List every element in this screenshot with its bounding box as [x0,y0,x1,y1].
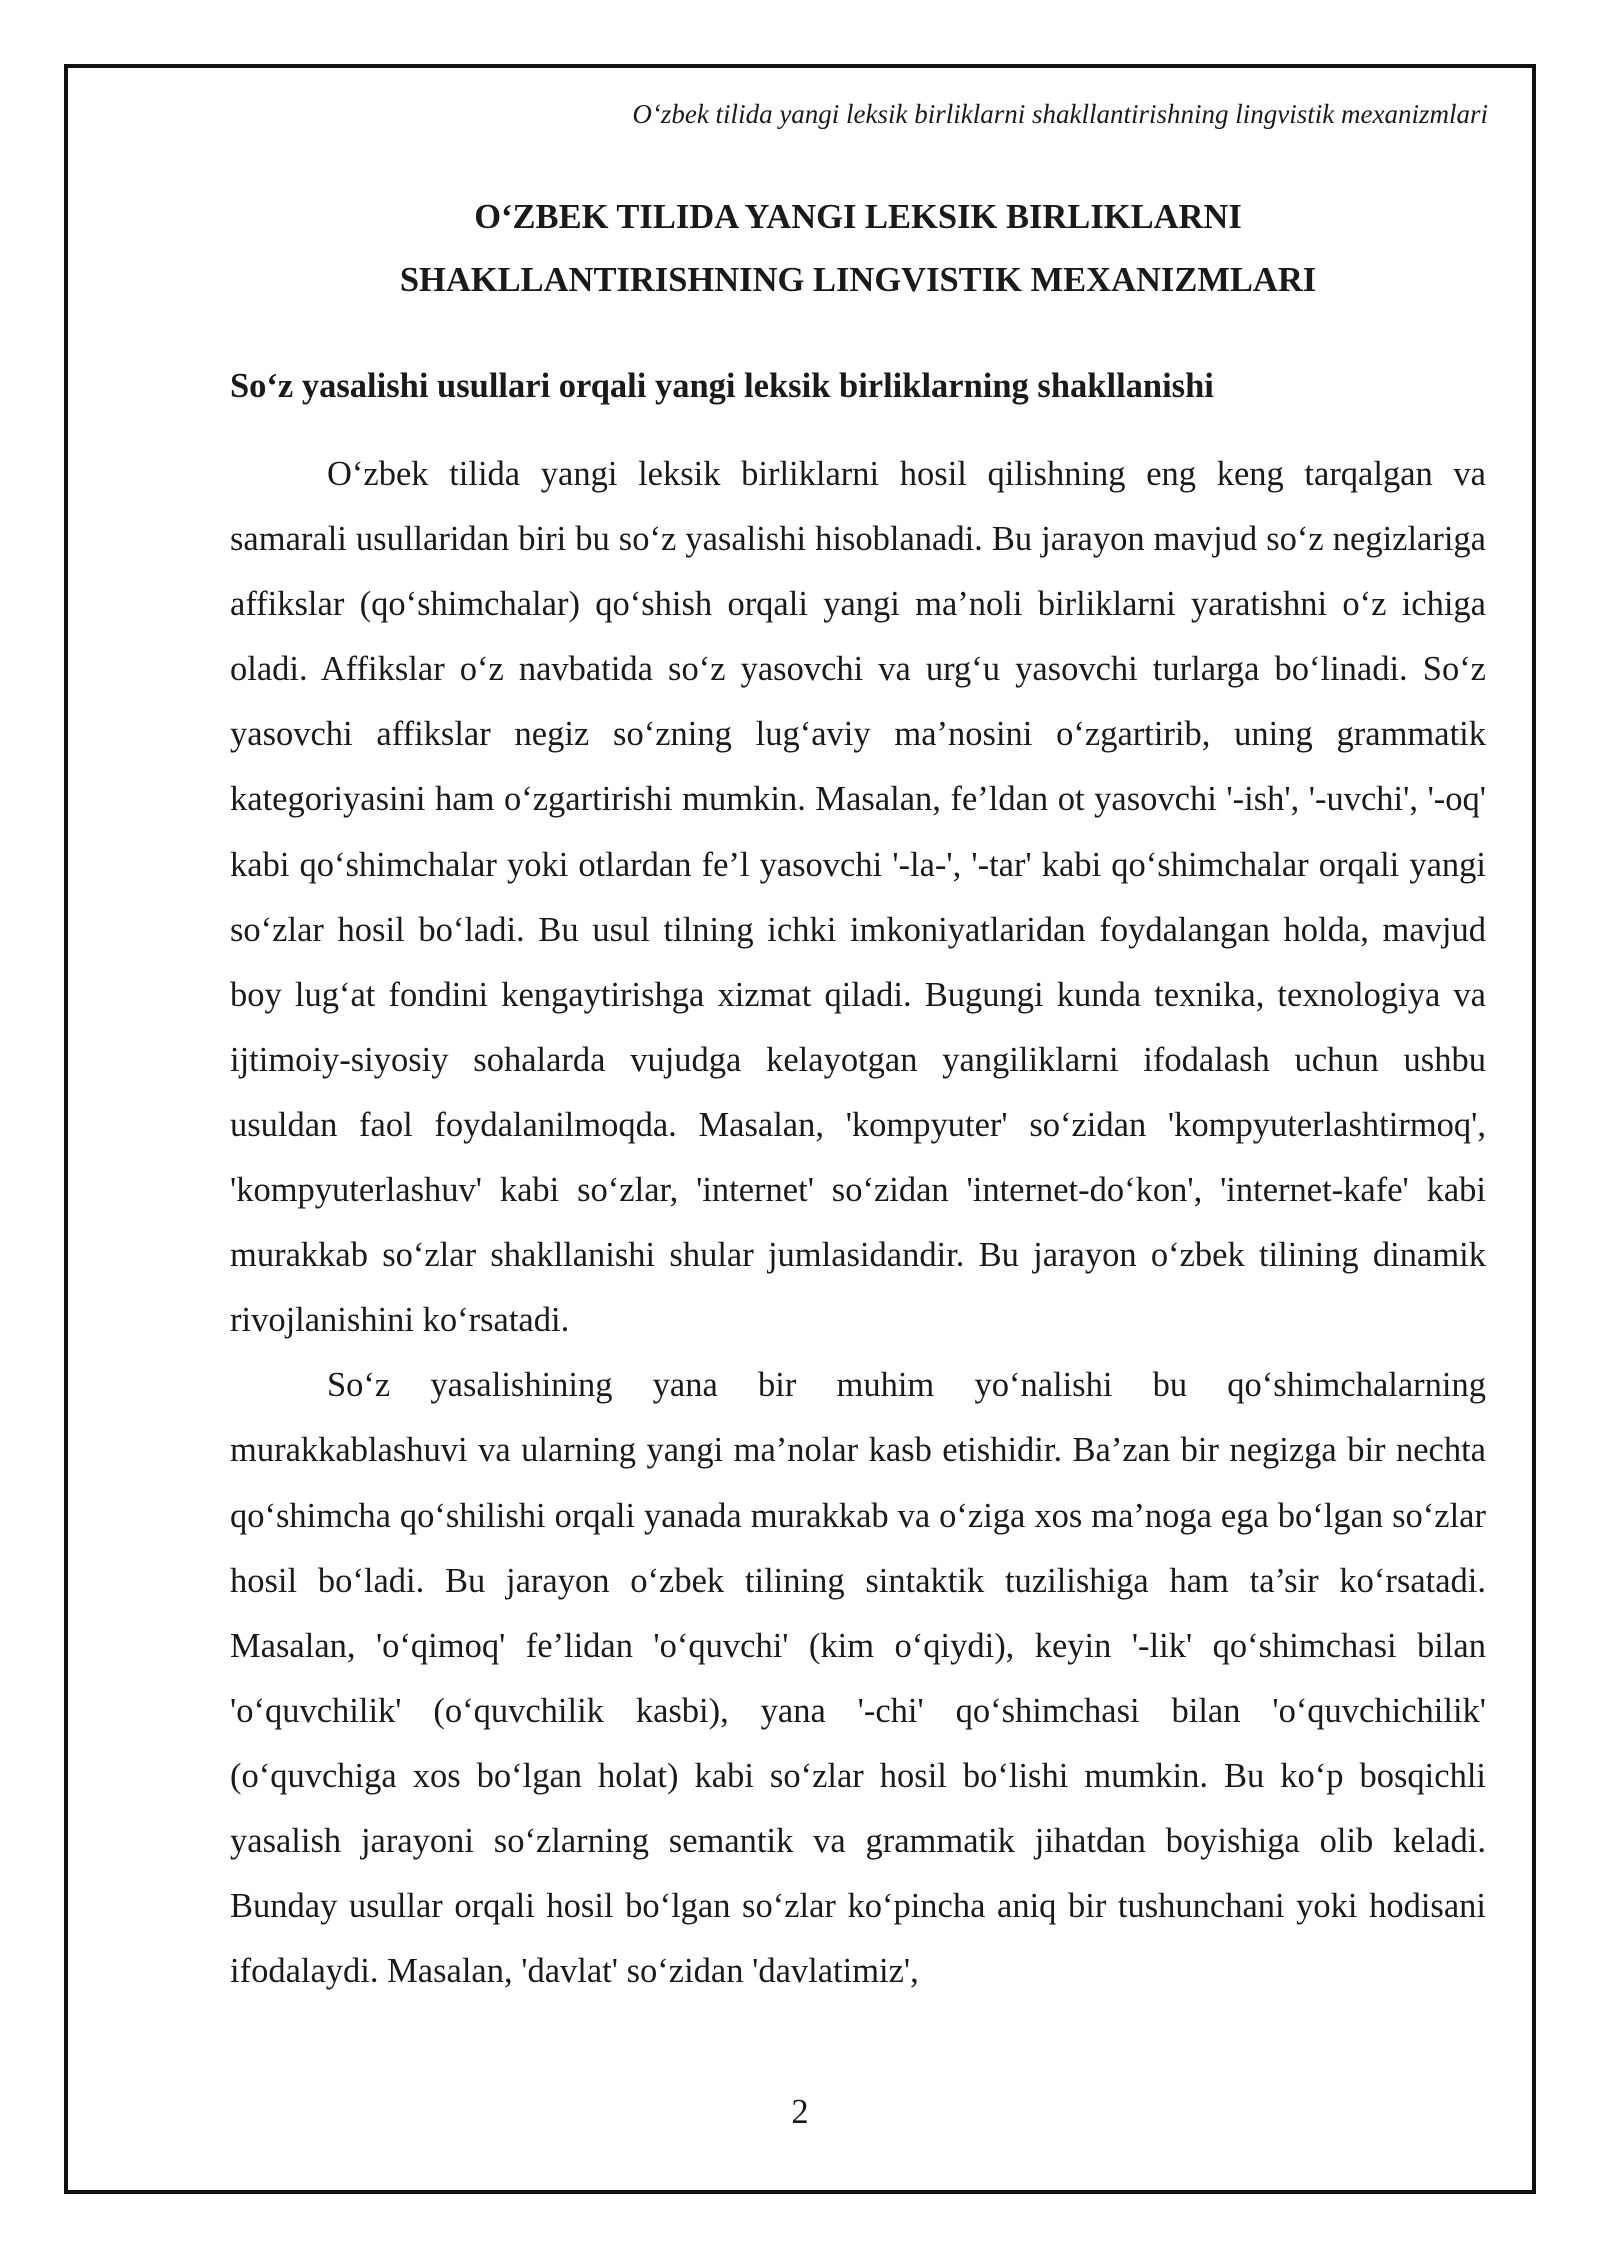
document-title [230,186,1486,312]
title-line-1: O‘ZBEK TILIDA YANGI LEKSIK BIRLIKLARNI [474,198,1242,236]
running-header: O‘zbek tilida yangi leksik birliklarni shakllantirishning lingvistik mexanizmlari [632,99,1488,129]
title-line-2: SHAKLLANTIRISHNING LINGVISTIK MEXANIZMLARI [399,261,1317,299]
paragraph-2: So‘z yasalishining yana bir muhim yo‘nalishi bu qo‘shimchalarning murakkablashuvi va ularning yangi ma’nolar kasb etishidir. Ba’zan bir negizga bir nechta qo‘shimcha qo‘shilishi orqali yanada murakkab va o‘ziga xos ma’noga ega bo‘lgan so‘zlar hosil bo‘ladi. Bu jarayon o‘zbek tilining sintaktik tuzilishiga ham ta’sir ko‘rsatadi. Masalan, 'o‘qimoq' fe’lidan 'o‘quvchi' (kim o‘qiydi), keyin '-lik' qo‘shimchasi bilan 'o‘quvchilik' (o‘quvchilik kasbi), yana '-chi' qo‘shimchasi bilan 'o‘quvchichilik' (o‘quvchiga xos bo‘lgan holat) kabi so‘zlar hosil bo‘lishi mumkin. Bu ko‘p bosqichli yasalish jarayoni so‘zlarning semantik va grammatik jihatdan boyishiga olib keladi. Bunday usullar orqali hosil bo‘lgan so‘zlar ko‘pincha aniq bir tushunchani yoki hodisani ifodalaydi. Masalan, 'davlat' so‘zidan 'davlatimiz', [230,1366,1486,1991]
paragraph-1: O‘zbek tilida yangi leksik birliklarni hosil qilishning eng keng tarqalgan va samarali usullaridan biri bu so‘z yasalishi hisoblanadi. Bu jarayon mavjud so‘z negizlariga affikslar (qo‘shimchalar) qo‘shish orqali yangi ma’noli birliklarni yaratishni o‘z ichiga oladi. Affikslar o‘z navbatida so‘z yasovchi va urg‘u yasovchi turlarga bo‘linadi. So‘z yasovchi affikslar negiz so‘zning lug‘aviy ma’nosini o‘zgartirib, uning grammatik kategoriyasini ham o‘zgartirishi mumkin. Masalan, fe’ldan ot yasovchi '-ish', '-uvchi', '-oq' kabi qo‘shimchalar yoki otlardan fe’l yasovchi '-la-', '-tar' kabi qo‘shimchalar orqali yangi so‘zlar hosil bo‘ladi. Bu usul tilning ichki imkoniyatlaridan foydalangan holda, mavjud boy lug‘at fondini kengaytirishga xizmat qiladi. Bugungi kunda texnika, texnologiya va ijtimoiy-siyosiy sohalarda vujudga kelayotgan yangiliklarni ifodalash uchun ushbu usuldan faol foydalanilmoqda. Masalan, 'kompyuter' so‘zidan 'kompyuterlashtirmoq', 'kompyuterlashuv' kabi so‘zlar, 'internet' so‘zidan 'internet-do‘kon', 'internet-kafe' kabi murakkab so‘zlar shakllanishi shular jumlasidandir. Bu jarayon o‘zbek tilining dinamik rivojlanishini ko‘rsatadi. [230,455,1486,1340]
section-heading: So‘z yasalishi usullari orqali yangi leksik birliklarning shakllanishi [230,367,1214,405]
body-text [230,442,1486,2004]
page-number: 2 [791,2093,809,2131]
